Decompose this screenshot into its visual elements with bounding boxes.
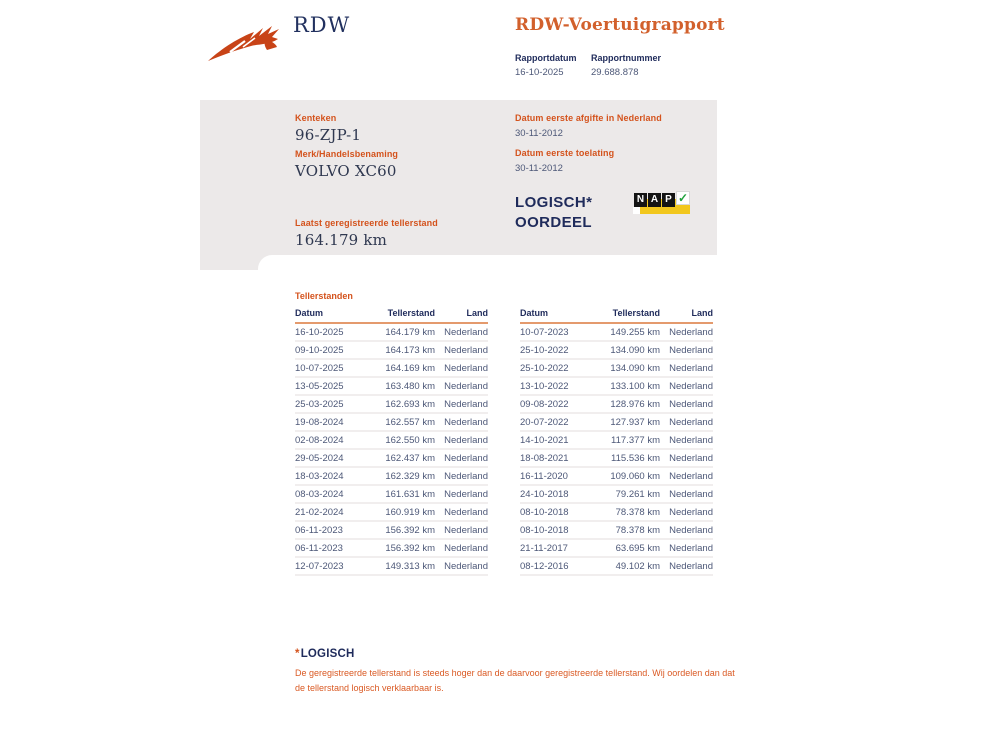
land-column-header: Land [435, 308, 488, 323]
tellerstand-cell: 79.261 km [600, 485, 660, 503]
box-corner-notch [258, 255, 724, 270]
nap-letter-n: N [634, 193, 647, 207]
land-cell: Nederland [660, 341, 713, 359]
tellerstand-cell: 127.937 km [600, 413, 660, 431]
tellerstand-cell: 133.100 km [600, 377, 660, 395]
tellerstand-cell: 78.378 km [600, 503, 660, 521]
tellerstand-column-header: Tellerstand [375, 308, 435, 323]
tellerstand-cell: 160.919 km [375, 503, 435, 521]
tellerstand-cell: 164.179 km [375, 323, 435, 341]
land-cell: Nederland [435, 341, 488, 359]
datum-cell: 02-08-2024 [295, 431, 375, 449]
eerste-afgifte-value: 30-11-2012 [515, 128, 563, 139]
land-cell: Nederland [660, 377, 713, 395]
eerste-toelating-field [515, 148, 614, 174]
table-row [520, 377, 713, 395]
laatste-tellerstand-value: 164.179 km [295, 231, 388, 249]
datum-cell: 06-11-2023 [295, 539, 375, 557]
datum-cell: 25-03-2025 [295, 395, 375, 413]
datum-cell: 21-02-2024 [295, 503, 375, 521]
datum-cell: 18-08-2021 [520, 449, 600, 467]
table-row [295, 341, 488, 359]
tellerstand-cell: 128.976 km [600, 395, 660, 413]
table-row [520, 413, 713, 431]
tellerstand-cell: 49.102 km [600, 557, 660, 575]
nap-letter-a: A [648, 193, 661, 207]
table-row [295, 323, 488, 341]
tellerstand-cell: 115.536 km [600, 449, 660, 467]
land-cell: Nederland [435, 359, 488, 377]
tellerstand-cell: 162.550 km [375, 431, 435, 449]
table-row [295, 359, 488, 377]
table-row [520, 359, 713, 377]
eerste-toelating-label: Datum eerste toelating [515, 148, 615, 158]
datum-cell: 19-08-2024 [295, 413, 375, 431]
land-column-header: Land [660, 308, 713, 323]
report-date-value: 16-10-2025 [515, 67, 564, 78]
rdw-logo-icon [206, 16, 288, 64]
tellerstand-cell: 156.392 km [375, 539, 435, 557]
land-cell: Nederland [660, 467, 713, 485]
datum-cell: 08-10-2018 [520, 521, 600, 539]
nap-checkmark-icon: ✓ [677, 191, 689, 205]
land-cell: Nederland [660, 449, 713, 467]
tellerstanden-section [295, 291, 713, 576]
report-number-label: Rapportnummer [591, 53, 662, 63]
tellerstand-cell: 109.060 km [600, 467, 660, 485]
land-cell: Nederland [435, 557, 488, 575]
land-cell: Nederland [660, 359, 713, 377]
datum-cell: 24-10-2018 [520, 485, 600, 503]
datum-cell: 09-08-2022 [520, 395, 600, 413]
datum-cell: 13-05-2025 [295, 377, 375, 395]
merk-field [295, 149, 398, 180]
datum-cell: 21-11-2017 [520, 539, 600, 557]
datum-cell: 13-10-2022 [520, 377, 600, 395]
land-cell: Nederland [660, 557, 713, 575]
tellerstand-cell: 162.329 km [375, 467, 435, 485]
tellerstanden-table-right [520, 308, 713, 576]
table-row [295, 521, 488, 539]
report-number-value: 29.688.878 [591, 67, 639, 78]
logisch-footnote [295, 648, 740, 696]
datum-cell: 09-10-2025 [295, 341, 375, 359]
datum-cell: 16-10-2025 [295, 323, 375, 341]
table-row [520, 557, 713, 575]
land-cell: Nederland [435, 503, 488, 521]
datum-cell: 10-07-2025 [295, 359, 375, 377]
eerste-toelating-value: 30-11-2012 [515, 163, 563, 174]
tellerstand-cell: 162.557 km [375, 413, 435, 431]
land-cell: Nederland [435, 323, 488, 341]
land-cell: Nederland [660, 485, 713, 503]
report-meta [515, 53, 667, 78]
datum-cell: 08-03-2024 [295, 485, 375, 503]
table-row [295, 539, 488, 557]
tellerstand-column-header: Tellerstand [600, 308, 660, 323]
land-cell: Nederland [660, 413, 713, 431]
table-row [520, 485, 713, 503]
land-cell: Nederland [660, 395, 713, 413]
laatste-tellerstand-label: Laatst geregistreerde tellerstand [295, 218, 438, 228]
oordeel-verdict [515, 193, 592, 233]
tellerstand-cell: 163.480 km [375, 377, 435, 395]
tellerstand-cell: 78.378 km [600, 521, 660, 539]
table-header-row [295, 308, 488, 323]
kenteken-field [295, 113, 361, 144]
tellerstanden-left-body [295, 323, 488, 575]
tellerstand-cell: 134.090 km [600, 341, 660, 359]
datum-column-header: Datum [520, 308, 600, 323]
nap-letter-p: P [662, 193, 675, 207]
datum-column-header: Datum [295, 308, 375, 323]
table-row [295, 485, 488, 503]
tellerstand-cell: 134.090 km [600, 359, 660, 377]
land-cell: Nederland [435, 449, 488, 467]
page-title: RDW-Voertuigrapport [515, 15, 725, 35]
table-row [520, 521, 713, 539]
table-row [295, 557, 488, 575]
table-row [295, 431, 488, 449]
eerste-afgifte-label: Datum eerste afgifte in Nederland [515, 113, 662, 123]
datum-cell: 18-03-2024 [295, 467, 375, 485]
merk-value: VOLVO XC60 [295, 162, 397, 180]
tellerstand-cell: 117.377 km [600, 431, 660, 449]
tellerstanden-right-body [520, 323, 713, 575]
land-cell: Nederland [435, 467, 488, 485]
tellerstand-cell: 162.437 km [375, 449, 435, 467]
table-row [520, 431, 713, 449]
datum-cell: 06-11-2023 [295, 521, 375, 539]
table-row [295, 467, 488, 485]
datum-cell: 14-10-2021 [520, 431, 600, 449]
table-row [520, 539, 713, 557]
datum-cell: 25-10-2022 [520, 359, 600, 377]
datum-cell: 20-07-2022 [520, 413, 600, 431]
footnote-title [295, 648, 740, 660]
tellerstand-cell: 164.169 km [375, 359, 435, 377]
table-row [295, 503, 488, 521]
rdw-wordmark: RDW [293, 13, 351, 37]
tellerstand-cell: 149.313 km [375, 557, 435, 575]
oordeel-line2: OORDEEL [515, 214, 592, 231]
land-cell: Nederland [435, 521, 488, 539]
tellerstand-cell: 63.695 km [600, 539, 660, 557]
table-row [520, 341, 713, 359]
footnote-text: De geregistreerde tellerstand is steeds hoger dan de daarvoor geregistreerde tellerstand. Wij oordelen dan dat de tellerstand logisch verklaarbaar is. [295, 668, 735, 693]
tellerstand-cell: 162.693 km [375, 395, 435, 413]
vehicle-summary-box [200, 100, 717, 270]
tellerstand-cell: 149.255 km [600, 323, 660, 341]
datum-cell: 25-10-2022 [520, 341, 600, 359]
table-row [520, 503, 713, 521]
datum-cell: 29-05-2024 [295, 449, 375, 467]
table-row [295, 413, 488, 431]
land-cell: Nederland [660, 521, 713, 539]
land-cell: Nederland [435, 395, 488, 413]
datum-cell: 16-11-2020 [520, 467, 600, 485]
tellerstand-cell: 156.392 km [375, 521, 435, 539]
land-cell: Nederland [435, 377, 488, 395]
report-date-label: Rapportdatum [515, 53, 577, 63]
land-cell: Nederland [660, 323, 713, 341]
tellerstand-cell: 164.173 km [375, 341, 435, 359]
eerste-afgifte-field [515, 113, 662, 139]
table-row [520, 323, 713, 341]
land-cell: Nederland [660, 503, 713, 521]
table-row [295, 377, 488, 395]
nap-white-notch [633, 207, 640, 214]
merk-label: Merk/Handelsbenaming [295, 149, 399, 159]
land-cell: Nederland [435, 539, 488, 557]
land-cell: Nederland [435, 485, 488, 503]
tellerstanden-tables [295, 308, 713, 576]
land-cell: Nederland [660, 431, 713, 449]
land-cell: Nederland [435, 431, 488, 449]
datum-cell: 08-12-2016 [520, 557, 600, 575]
report-number-block [591, 53, 667, 78]
table-row [295, 449, 488, 467]
datum-cell: 08-10-2018 [520, 503, 600, 521]
table-row [520, 449, 713, 467]
report-date-block [515, 53, 591, 78]
land-cell: Nederland [435, 413, 488, 431]
kenteken-value: 96-ZJP-1 [295, 126, 362, 144]
table-row [520, 395, 713, 413]
oordeel-line1: LOGISCH* [515, 194, 593, 211]
land-cell: Nederland [660, 539, 713, 557]
datum-cell: 10-07-2023 [520, 323, 600, 341]
tellerstanden-heading: Tellerstanden [295, 291, 353, 301]
tellerstanden-table-left [295, 308, 488, 576]
table-row [295, 395, 488, 413]
tellerstand-cell: 161.631 km [375, 485, 435, 503]
nap-logo [633, 190, 691, 215]
footnote-asterisk: * [295, 648, 300, 660]
table-header-row [520, 308, 713, 323]
footnote-title-text: LOGISCH [300, 648, 355, 660]
table-row [520, 467, 713, 485]
datum-cell: 12-07-2023 [295, 557, 375, 575]
laatste-tellerstand-field [295, 218, 438, 249]
kenteken-label: Kenteken [295, 113, 337, 123]
